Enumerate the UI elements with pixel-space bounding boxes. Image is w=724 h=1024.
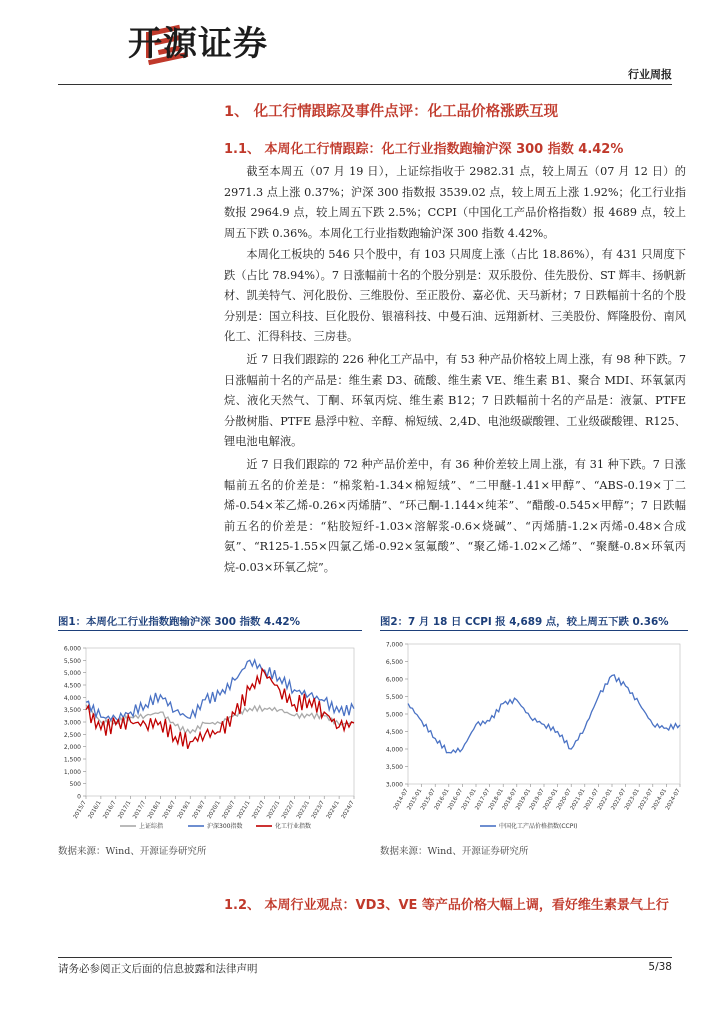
paragraph-market-summary: 截至本周五（07 月 19 日），上证综指收于 2982.31 点，较上周五（07 月 12 日）的 2971.3 点上涨 0.37%；沪深 300 指数报 3539.02 点，较上周五上涨 1.92%；化工行业指数报 2964.9 点，较上周五下跌 2.5%；CCPI（中国化工产品价格指数）报 4689 点，较上周五下跌 0.36%。本周化工行业指数跑输沪深 300 指数 4.42%。 [224, 165, 686, 240]
y-tick-label: 7,000 [385, 641, 403, 649]
figure-2-rule [380, 630, 688, 631]
x-tick-label: 2015-01 [406, 788, 424, 812]
y-tick-label: 5,500 [63, 657, 81, 665]
legend-label: 中国化工产品价格指数(CCPI) [499, 823, 578, 831]
page-number: 5/38 [648, 961, 672, 973]
x-tick-label: 2018-01 [488, 788, 505, 812]
subsection-heading-2: 1.2、 本周行业观点：VD3、VE 等产品价格大幅上调，看好维生素景气上行 [224, 898, 669, 913]
y-tick-label: 3,000 [385, 781, 403, 789]
y-tick-label: 3,500 [63, 707, 81, 715]
series-line-1-2 [86, 669, 354, 749]
x-tick-label: 2019/1 [176, 800, 192, 821]
y-tick-label: 0 [77, 793, 81, 801]
x-tick-label: 2023/1 [296, 800, 312, 821]
y-tick-label: 500 [69, 781, 81, 789]
y-tick-label: 6,000 [385, 676, 403, 684]
y-tick-label: 5,500 [385, 694, 403, 701]
x-tick-label: 2017/1 [117, 800, 133, 821]
x-tick-label: 2020/7 [221, 800, 237, 821]
x-tick-label: 2023-01 [624, 788, 641, 812]
report-type: 行业周报 [628, 68, 672, 81]
figure-2-source: 数据来源：Wind、开源证券研究所 [380, 846, 529, 857]
x-tick-label: 2023/7 [310, 800, 326, 821]
x-tick-label: 2016/1 [87, 800, 103, 821]
y-tick-label: 5,000 [385, 711, 403, 719]
figure-1-source: 数据来源：Wind、开源证券研究所 [58, 846, 207, 857]
x-tick-label: 2018/7 [162, 800, 178, 821]
x-tick-label: 2019-07 [528, 788, 546, 812]
x-tick-label: 2021/1 [236, 800, 252, 821]
section-heading: 1、 化工行情跟踪及事件点评：化工品价格涨跌互现 [224, 104, 559, 120]
paragraph-price-spreads: 近 7 日我们跟踪的 72 种产品价差中，有 36 种价差较上周上涨，有 31 种下跌。7 日涨幅前五名的价差是：“棉浆粕-1.34×棉短绒”、“二甲醚-1.41×甲醇”、“ABS-0.19×丁二烯-0.54×苯乙烯-0.26×丙烯腈”、“环己酮-1.144×纯苯”、“醋酸-0.545×甲醇”；7 日跌幅前五名的价差是：“粘胶短纤-1.03×溶解浆-0.6×烧碱”、“丙烯腈-1.2×丙烯-0.48×合成氨”、“R125-1.55×四氯乙烯-0.92×氢氟酸”、“聚乙烯-1.02×乙烯”、“聚醚-0.8×环氧丙烷-0.03×环氧乙烷”。 [224, 458, 686, 574]
header-divider [58, 84, 672, 85]
y-tick-label: 4,500 [63, 682, 81, 690]
x-tick-label: 2024-07 [664, 788, 682, 812]
y-tick-label: 5,000 [63, 670, 81, 678]
x-tick-label: 2020-01 [542, 788, 560, 812]
x-tick-label: 2022/7 [281, 800, 297, 821]
y-tick-label: 1,500 [63, 756, 81, 764]
figure-1-chart [58, 634, 362, 839]
x-tick-label: 2017-01 [460, 788, 478, 812]
x-tick-label: 2022-01 [596, 788, 614, 812]
figure-2-chart [380, 634, 688, 839]
y-tick-label: 4,500 [385, 729, 403, 736]
y-tick-label: 3,500 [385, 764, 403, 771]
x-tick-label: 2020/1 [206, 800, 222, 821]
x-tick-label: 2019-01 [515, 788, 533, 812]
plot-frame [408, 644, 680, 784]
x-tick-label: 2021-01 [569, 788, 587, 812]
x-tick-label: 2022/1 [266, 800, 282, 821]
x-tick-label: 2018/1 [147, 800, 163, 821]
x-tick-label: 2016-07 [447, 788, 465, 812]
company-name: 开源证券 [128, 24, 268, 64]
footer-divider [58, 957, 672, 958]
x-tick-label: 2015/7 [72, 800, 88, 821]
legend-label: 沪深300指数 [207, 823, 243, 831]
legend-label: 上证综指 [139, 823, 164, 831]
y-tick-label: 6,000 [63, 645, 81, 653]
y-tick-label: 4,000 [63, 694, 81, 702]
paragraph-product-prices: 近 7 日我们跟踪的 226 种化工产品中，有 53 种产品价格较上周上涨，有 98 种下跌。7 日涨幅前十名的产品是：维生素 D3、硫酸、维生素 VE、维生素 B1、聚合 MDI、环氧氯丙烷、液化天然气、丁酮、环氧丙烷、维生素 B12；7 日跌幅前十名的产品是：液氯、PTFE 分散树脂、PTFE 悬浮中粒、辛醇、棉短绒、2,4D、电池级碳酸锂、工业级碳酸锂、R125、锂电池电解液。 [224, 353, 686, 449]
figure-1-rule [58, 630, 362, 631]
x-tick-label: 2020-07 [556, 788, 573, 812]
x-tick-label: 2021-07 [583, 788, 601, 812]
footer-disclaimer: 请务必参阅正文后面的信息披露和法律声明 [58, 963, 258, 975]
x-tick-label: 2016-01 [433, 788, 451, 812]
x-tick-label: 2014-07 [392, 788, 410, 812]
figure-2-title: 图2：7 月 18 日 CCPI 报 4,689 点，较上周五下跌 0.36% [380, 616, 669, 628]
y-tick-label: 2,500 [63, 731, 81, 739]
x-tick-label: 2021/7 [251, 800, 267, 821]
x-tick-label: 2017-07 [474, 788, 492, 812]
paragraph-stock-movers: 本周化工板块的 546 只个股中，有 103 只周度上涨（占比 18.86%），有 431 只周度下跌（占比 78.94%）。7 日涨幅前十名的个股分别是：双乐股份、佳先股份、ST 辉丰、扬帆新材、凯美特气、河化股份、三维股份、至正股份、嘉必优、天马新材；7 日跌幅前十名的个股分别是：国立科技、巨化股份、银禧科技、中曼石油、远翔新材、三美股份、辉隆股份、南风化工、汇得科技、三房巷。 [224, 248, 686, 344]
y-tick-label: 3,000 [63, 719, 81, 727]
x-tick-label: 2015-07 [420, 788, 437, 812]
x-tick-label: 2016/7 [102, 800, 118, 821]
figure-1-title: 图1：本周化工行业指数跑输沪深 300 指数 4.42% [58, 616, 301, 628]
x-tick-label: 2019/7 [191, 800, 207, 821]
y-tick-label: 2,000 [63, 744, 81, 752]
x-tick-label: 2018-07 [501, 788, 519, 812]
series-line-1-1 [86, 660, 354, 721]
y-tick-label: 1,000 [63, 768, 81, 776]
legend-label: 化工行业指数 [275, 823, 312, 831]
y-tick-label: 4,000 [385, 746, 403, 754]
x-tick-label: 2017/7 [132, 800, 148, 821]
x-tick-label: 2023-07 [637, 788, 655, 812]
x-tick-label: 2024/7 [340, 800, 356, 821]
plot-frame [86, 648, 354, 796]
y-tick-label: 6,500 [385, 659, 403, 666]
subsection-heading: 1.1、 本周化工行情跟踪：化工行业指数跑输沪深 300 指数 4.42% [224, 142, 624, 157]
x-tick-label: 2024/1 [325, 800, 341, 821]
series-line-2-0 [408, 675, 680, 753]
x-tick-label: 2022-07 [610, 788, 628, 812]
x-tick-label: 2024-01 [651, 788, 669, 812]
